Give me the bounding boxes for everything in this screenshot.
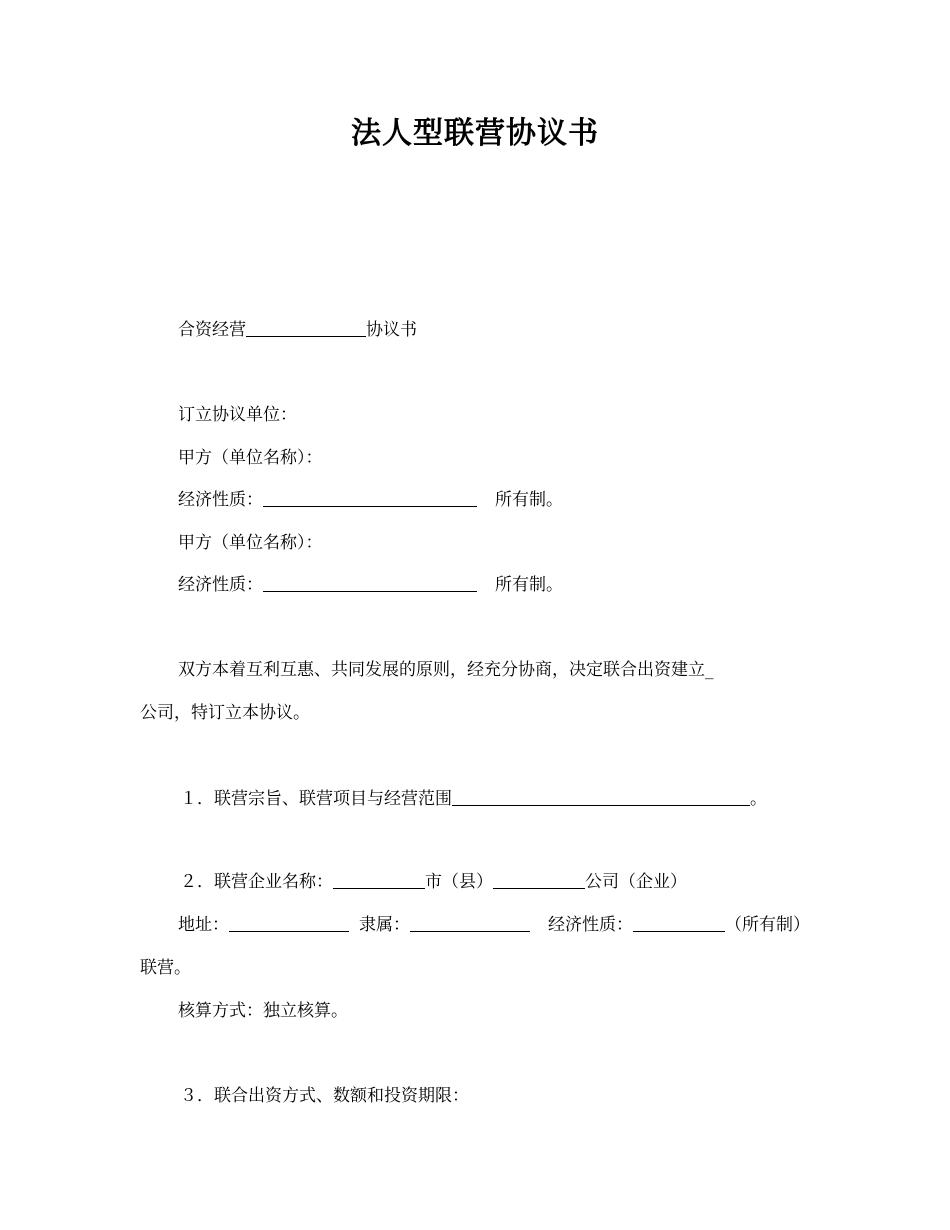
ownership-suffix: 所有制。 bbox=[495, 575, 563, 595]
document-title: 法人型联营协议书 bbox=[351, 116, 599, 151]
econ-nature-label: 经济性质： bbox=[178, 575, 263, 595]
address-label: 地址： bbox=[178, 915, 229, 935]
blank-underline bbox=[633, 915, 725, 932]
party-b-econ-line bbox=[178, 572, 563, 598]
joint-venture-word: 联营。 bbox=[140, 958, 191, 978]
subtitle-prefix: 合资经营 bbox=[178, 320, 246, 340]
econ-nature-label: 经济性质： bbox=[178, 490, 263, 510]
blank-underline bbox=[333, 872, 425, 889]
blank-underline bbox=[410, 915, 530, 932]
preamble-line-1: 双方本着互利互惠、共同发展的原则，经充分协商，决定联合出资建立_ bbox=[178, 660, 714, 680]
clause-2 bbox=[180, 869, 687, 895]
blank-underline bbox=[263, 575, 477, 592]
party-a-label: 甲方（单位名称）： bbox=[178, 448, 323, 468]
address-line bbox=[178, 912, 810, 938]
clause-1-end: 。 bbox=[750, 789, 767, 809]
blank-underline bbox=[452, 789, 750, 806]
party-a-econ-line bbox=[178, 487, 563, 513]
blank-underline bbox=[246, 320, 366, 337]
clause-2-text: ２．联营企业名称： bbox=[180, 872, 333, 892]
subtitle-line bbox=[178, 317, 417, 343]
preamble-line-2: 公司，特订立本协议。 bbox=[140, 703, 310, 723]
subtitle-suffix: 协议书 bbox=[366, 320, 417, 340]
blank-underline bbox=[229, 915, 349, 932]
parties-heading: 订立协议单位： bbox=[178, 405, 297, 425]
blank-underline bbox=[263, 490, 477, 507]
ownership-paren: （所有制） bbox=[725, 915, 810, 935]
clause-2-city: 市（县） bbox=[425, 872, 493, 892]
clause-2-company: 公司（企业） bbox=[585, 872, 687, 892]
clause-3: ３．联合出资方式、数额和投资期限： bbox=[180, 1086, 469, 1106]
clause-1 bbox=[180, 786, 767, 812]
ownership-suffix: 所有制。 bbox=[495, 490, 563, 510]
party-b-label: 甲方（单位名称）： bbox=[178, 533, 323, 553]
affiliation-label: 隶属： bbox=[359, 915, 410, 935]
clause-1-text: １．联营宗旨、联营项目与经营范围 bbox=[180, 789, 452, 809]
accounting-line: 核算方式：独立核算。 bbox=[178, 1001, 348, 1021]
blank-underline bbox=[493, 872, 585, 889]
econ-nature-label: 经济性质： bbox=[548, 915, 633, 935]
